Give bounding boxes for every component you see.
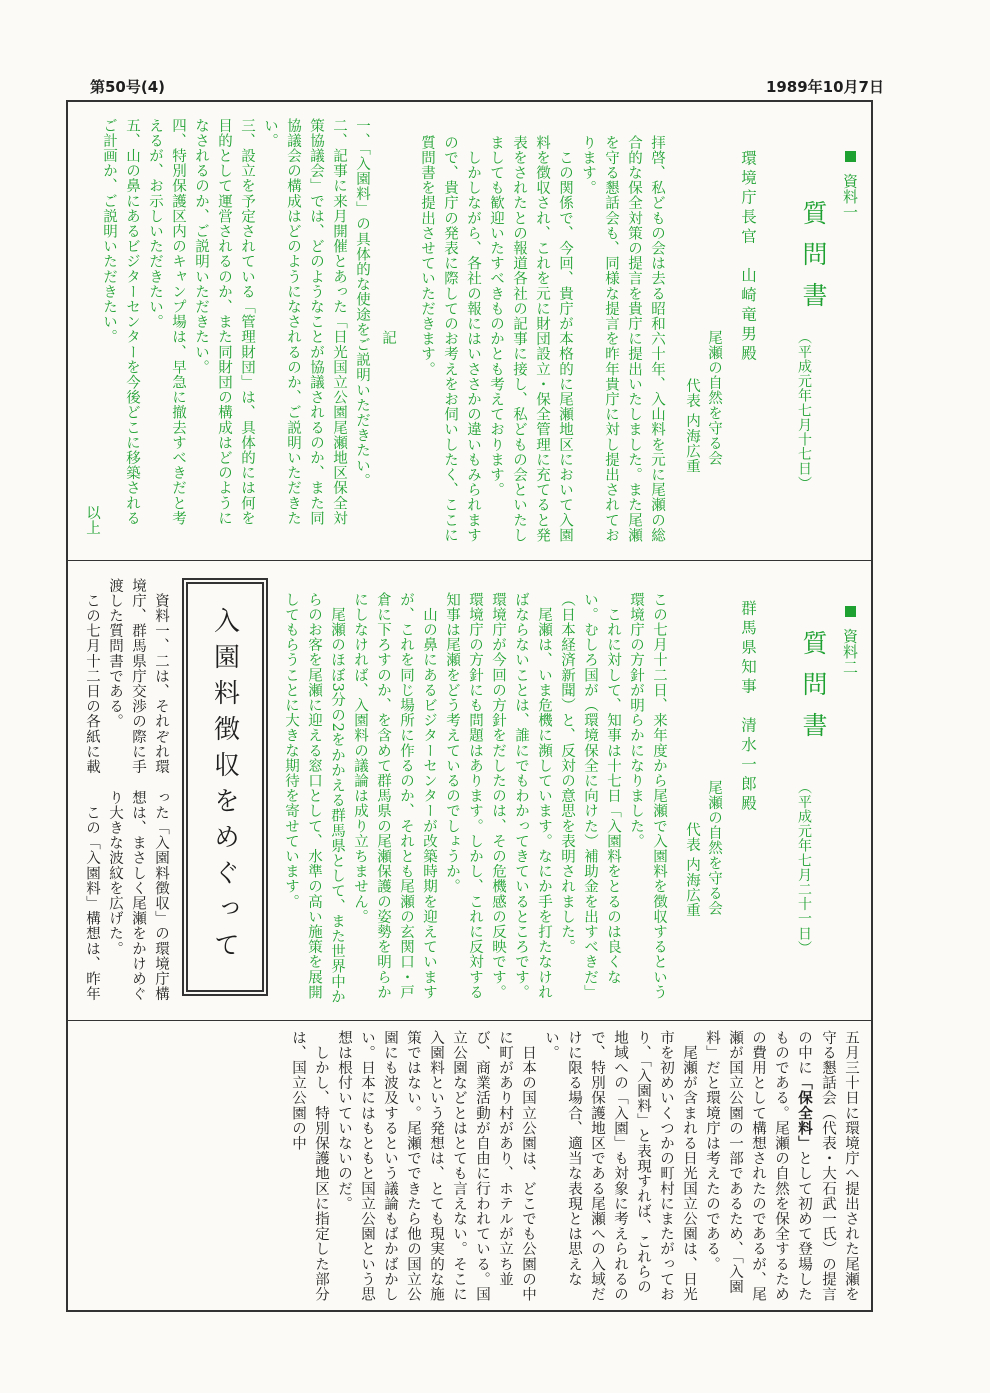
- q1-body: 拝啓、私どもの会は去る昭和六十年、入山料を元に尾瀬の総合的な保全対策の提言を貴庁に提出いたしました。また尾瀬を守る懇話会も、同様な提言を昨年貴庁に対し提出されております。 この関係で、今回、貴庁が本格的に尾瀬地区において入園料を徴収され、これを元に財団設立・保全管理に充てると発表をされたとの報道各社の記事に接し、私どもの会といたしましても歓迎いたすべきものかとも考えております。 しかしながら、各社の報にはいささかの違いもみられますので、貴庁の発表に際してのお考えをお伺いしたく、ここに質問書を提出させていただきます。: [419, 135, 665, 543]
- issue-date: 1989年10月7日: [765, 78, 884, 96]
- q1-closing: 以上: [84, 505, 100, 536]
- issue-number: 第50号(4): [90, 78, 166, 96]
- q1-from-rep: 代表 内海広重: [684, 378, 700, 474]
- q1-from-org: 尾瀬の自然を守る会: [706, 330, 722, 466]
- article-col-b: った「入園料徴収」の環境庁構想は、まさしく尾瀬をかけめぐり大きな波紋を広げた。 この「入園料」構想は、昨年: [84, 790, 169, 1002]
- q2-body: この七月十二日、来年度から尾瀬で入園料を徴収するという環境庁の方針が明らかになりました。 これに対して、知事は十七日「入園料をとるのは良くない。むしろ国が（環境保全に向けた）補助金を出すべきだ」（日本経済新聞）と、反対の意思を表明されました。 尾瀬は、いま危機に瀕しています。なにか手を打たなければならないことは、誰にでもわかってきているところです。環境庁が今回の方針をだしたのは、その危機感の反映です。環境庁の方針にも問題はあります。しかし、これに反対する知事は尾瀬をどう考えているのでしょうか。 山の鼻にあるビジターセンターが改築時期を迎えていますが、これを同じ場所に作るのか、それとも尾瀬の玄関口・戸倉に下ろすのか、を含めて群馬県の尾瀬保護の姿勢を明らかにしなければ、入園料の議論は成り立ちません。 尾瀬のほぼ3分の2をかかえる群馬県として、また世界中からのお客を尾瀬に迎える窓口として、水準の高い施策を展開してもらうことに大きな期待を寄せています。: [283, 592, 667, 1005]
- square-bullet-icon: [845, 606, 856, 617]
- q2-label: 資料二: [838, 595, 884, 685]
- article-lower-text-2: として初めて登場したものである。尾瀬の自然を保全するための費用として構想されたのであるが、尾瀬が国立公園の一部であるため、「入園料」だと環境庁は考えたのである。 尾瀬が含まれる日光国立公園は、日光市を初めいくつかの町村にまたがっており、「入園料」と表現すれば、これらの地域への「入園」も対象に考えられるので、特別保護地区である尾瀬への入域だけに限る場合、適当な表現とは思えない。 日本の国立公園は、どこでも公園の中に町があり村があり、ホテルが立ち並び、商業活動が自由に行われている。国立公園などとはとても言えない。そこに入園料という発想は、とても現実的な施策ではない。尾瀬でできたら他の国立公園にも波及するという議論もばかばかしい。日本にはもともと国立公園という思想は根付いていないのだ。 しかし、特別保護地区に指定した部分は、国立公園の中: [290, 1030, 812, 1302]
- article-heading: 入園料徴収をめぐって: [209, 607, 240, 967]
- q2-date: （平成元年七月二十一日）: [796, 780, 812, 956]
- article-lower-text: [76, 1030, 862, 1302]
- article-lower-text-1: 五月三十日に環境庁へ提出された尾瀬を守る懇話会（代表・大石武一氏）の提言の中に: [796, 1030, 859, 1302]
- q1-title: 質問書: [799, 200, 828, 323]
- q2-title: 質問書: [799, 630, 828, 753]
- square-bullet-icon: [845, 151, 856, 162]
- q1-date: （平成元年七月十七日）: [796, 330, 812, 491]
- q2-from-rep: 代表 内海広重: [684, 822, 700, 918]
- divider-bottom: [66, 1020, 873, 1021]
- q1-addressee: 環境庁長官 山崎竜男殿: [739, 150, 757, 365]
- q2-from-org: 尾瀬の自然を守る会: [706, 780, 722, 916]
- article-heading-box: [182, 578, 268, 996]
- q1-label: 資料一: [838, 140, 884, 230]
- divider-top: [66, 560, 873, 561]
- q1-items: 一、「入園料」の具体的な使途をご説明いただきたい。 二、記事に来月開催とあった「日光国立公園尾瀬地区保全対策協議会」では、どのようなことが協議されるのか、また同協議会の構成はどのようになされるのか、ご説明いただきたい。 三、設立を予定されている「管理財団」は、具体的には何を目的として運営されるのか、また同財団の構成はどのようになされるのか、ご説明いただきたい。 四、特別保護区内のキャンプ場は、早急に撤去すべきだと考えるが、お示しいただきたい。 五、山の鼻にあるビジターセンターを今後どこに移築されるご計画か、ご説明いただきたい。: [101, 118, 370, 526]
- q2-addressee: 群馬県知事 清水一郎殿: [739, 600, 757, 815]
- article-emphasis: 「保全料」: [796, 1075, 813, 1151]
- article-col-a: 資料一、二は、それぞれ環境庁、群馬県庁交渉の際に手渡した質問書である。 この七月十二日の各紙に載: [84, 578, 169, 775]
- q1-ki: 記: [380, 330, 396, 346]
